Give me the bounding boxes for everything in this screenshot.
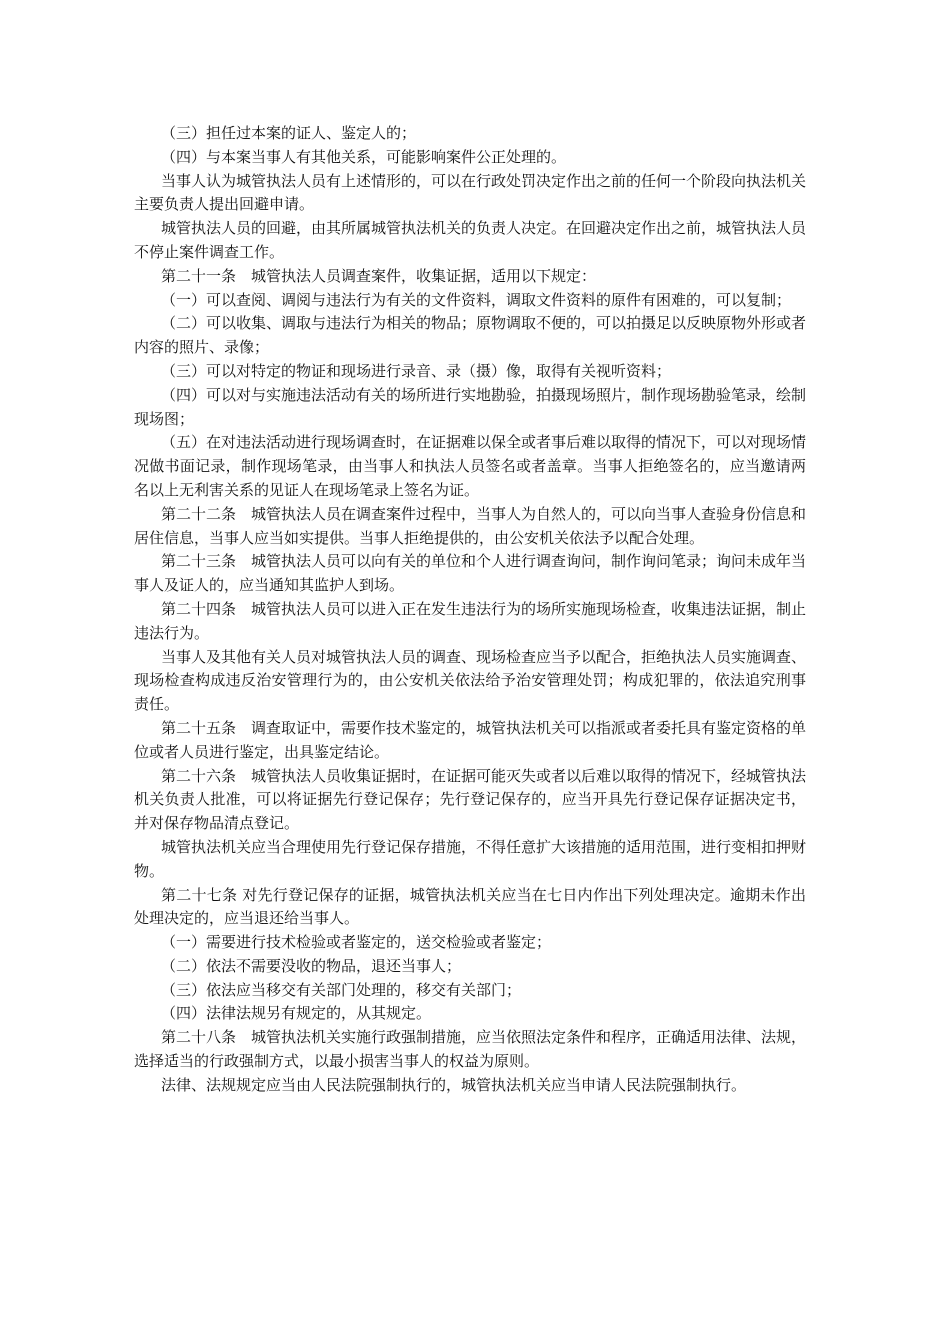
paragraph: （三）担任过本案的证人、鉴定人的； bbox=[161, 124, 417, 142]
paragraph: （二）依法不需要没收的物品，退还当事人； bbox=[161, 956, 462, 975]
paragraph: 法律、法规规定应当由人民法院强制执行的，城管执法机关应当申请人民法院强制执行。 bbox=[161, 1075, 747, 1094]
article-paragraph: 第二十七条 对先行登记保存的证据，城管执法机关应当在七日内作出下列处理决定。逾期未作出处理决定的，应当退还给当事人。 bbox=[134, 885, 806, 928]
paragraph: 当事人认为城管执法人员有上述情形的，可以在行政处罚决定作出之前的任何一个阶段向执法机关主要负责人提出回避申请。 bbox=[134, 171, 807, 214]
article-paragraph: 第二十二条 城管执法人员在调查案件过程中，当事人为自然人的，可以向当事人查验身份信息和居住信息，当事人应当如实提供。当事人拒绝提供的，由公安机关依法予以配合处理。 bbox=[134, 504, 807, 547]
paragraph: 城管执法机关应当合理使用先行登记保存措施，不得任意扩大该措施的适用范围，进行变相扣押财物。 bbox=[134, 837, 807, 880]
paragraph: （五）在对违法活动进行现场调查时，在证据难以保全或者事后难以取得的情况下，可以对现场情况做书面记录，制作现场笔录，由当事人和执法人员签名或者盖章。当事人拒绝签名的，应当邀请两名以上无利害关系的见证人在现场笔录上签名为证。 bbox=[134, 433, 807, 499]
article-paragraph: 第二十四条 城管执法人员可以进入正在发生违法行为的场所实施现场检查，收集违法证据，制止违法行为。 bbox=[134, 599, 807, 642]
paragraph: （四）可以对与实施违法活动有关的场所进行实地勘验，拍摄现场照片，制作现场勘验笔录，绘制现场图； bbox=[134, 385, 807, 428]
paragraph: （三）依法应当移交有关部门处理的，移交有关部门； bbox=[161, 980, 522, 999]
article-paragraph: 第二十八条 城管执法机关实施行政强制措施，应当依照法定条件和程序，正确适用法律、法规，选择适当的行政强制方式，以最小损害当事人的权益为原则。 bbox=[134, 1028, 807, 1071]
paragraph: （一）需要进行技术检验或者鉴定的，送交检验或者鉴定； bbox=[161, 933, 552, 952]
paragraph: （三）可以对特定的物证和现场进行录音、录（摄）像，取得有关视听资料； bbox=[161, 361, 672, 380]
article-paragraph: 第二十三条 城管执法人员可以向有关的单位和个人进行调查询问，制作询问笔录；询问未成年当事人及证人的，应当通知其监护人到场。 bbox=[134, 552, 807, 595]
paragraph: （二）可以收集、调取与违法行为相关的物品；原物调取不便的，可以拍摄足以反映原物外形或者内容的照片、录像； bbox=[134, 314, 807, 357]
article-paragraph: 第二十六条 城管执法人员收集证据时，在证据可能灭失或者以后难以取得的情况下，经城管执法机关负责人批准，可以将证据先行登记保存；先行登记保存的，应当开具先行登记保存证据决定书，并对保存物品清点登记。 bbox=[134, 766, 807, 833]
paragraph: （四）与本案当事人有其他关系，可能影响案件公正处理的。 bbox=[161, 147, 567, 166]
paragraph: 当事人及其他有关人员对城管执法人员的调查、现场检查应当予以配合，拒绝执法人员实施调查、现场检查构成违反治安管理行为的，由公安机关依法给予治安管理处罚；构成犯罪的，依法追究刑事责任。 bbox=[134, 647, 807, 714]
paragraph: （一）可以查阅、调阅与违法行为有关的文件资料，调取文件资料的原件有困难的，可以复制； bbox=[161, 290, 792, 309]
article-heading-paragraph: 第二十一条 城管执法人员调查案件，收集证据，适用以下规定： bbox=[161, 266, 597, 285]
paragraph: （四）法律法规另有规定的，从其规定。 bbox=[161, 1004, 432, 1023]
paragraph: 城管执法人员的回避，由其所属城管执法机关的负责人决定。在回避决定作出之前，城管执法人员不停止案件调查工作。 bbox=[134, 219, 807, 261]
article-paragraph: 第二十五条 调查取证中，需要作技术鉴定的，城管执法机关可以指派或者委托具有鉴定资格的单位或者人员进行鉴定，出具鉴定结论。 bbox=[134, 718, 807, 761]
document-page bbox=[134, 122, 806, 1098]
